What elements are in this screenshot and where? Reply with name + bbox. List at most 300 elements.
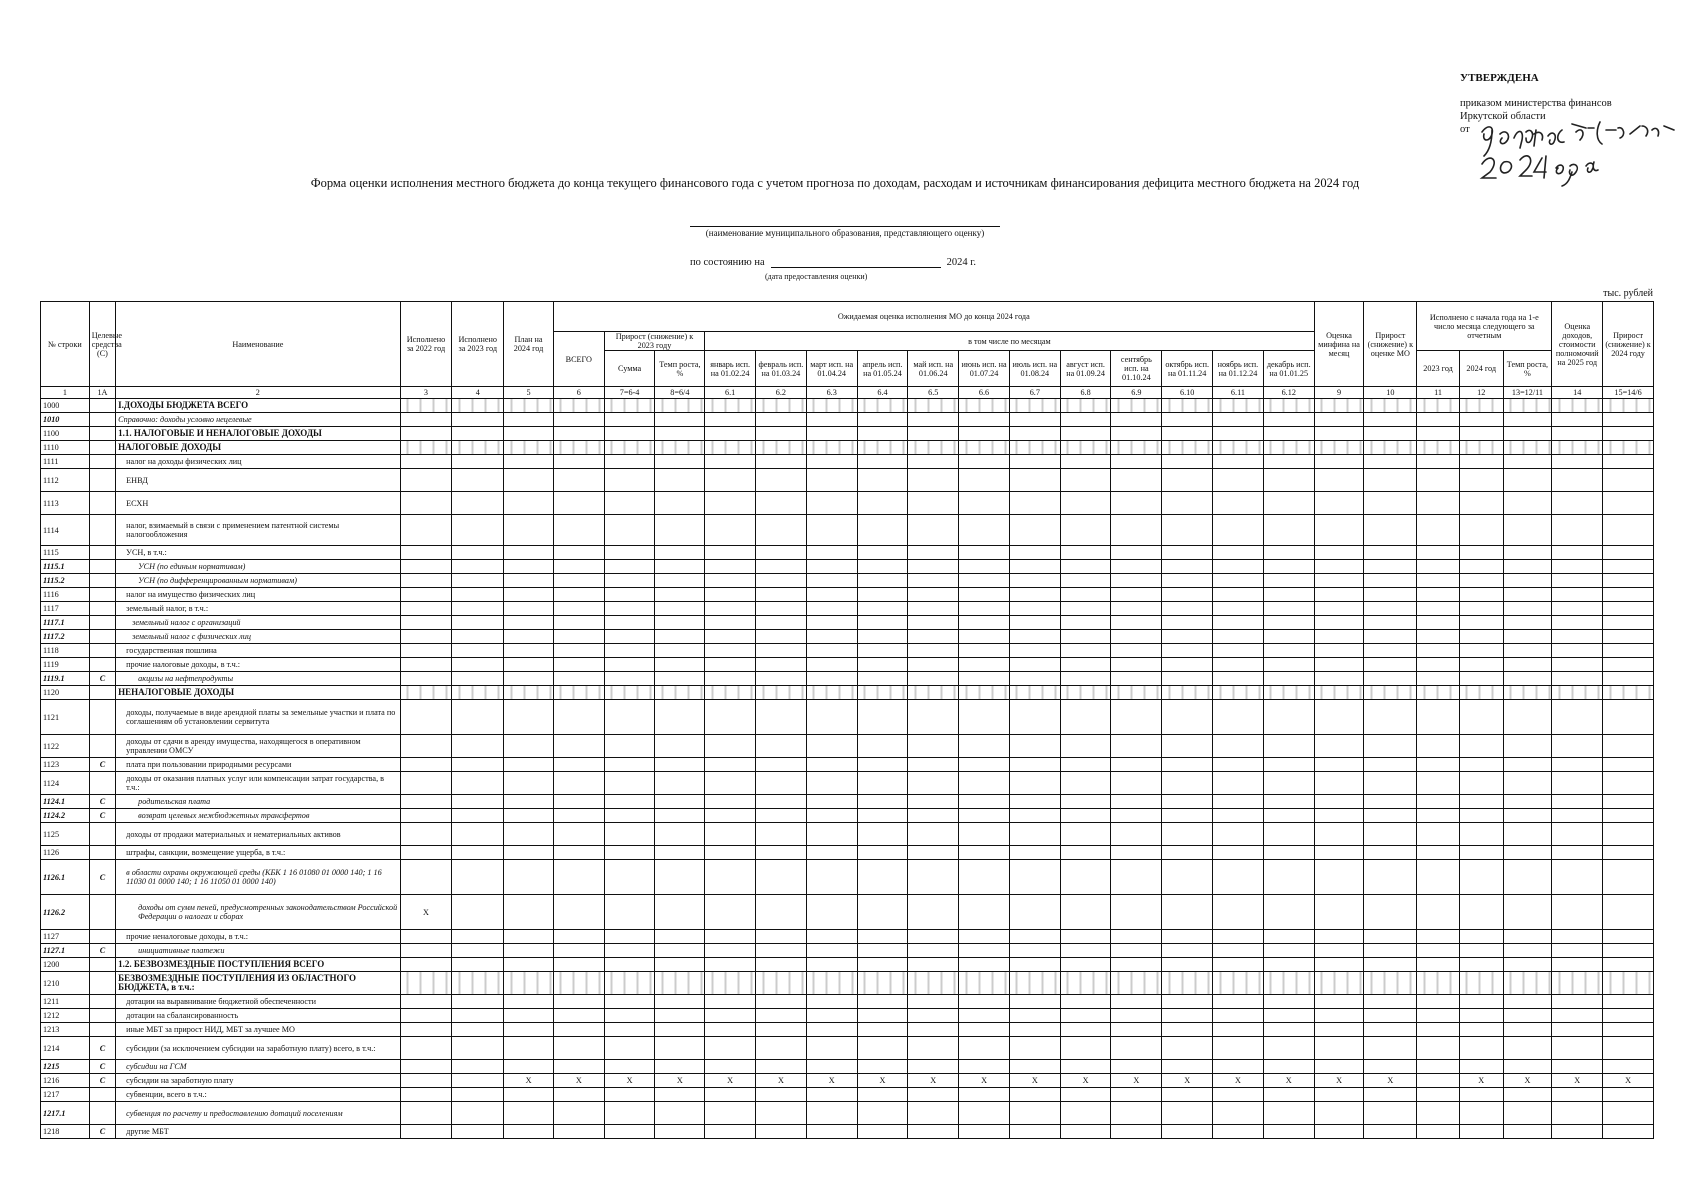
value-cell[interactable] xyxy=(1111,972,1162,995)
value-cell[interactable] xyxy=(857,672,908,686)
value-cell[interactable] xyxy=(908,602,959,616)
value-cell[interactable] xyxy=(553,644,604,658)
value-cell[interactable] xyxy=(1060,735,1111,758)
value-cell[interactable] xyxy=(1213,1060,1264,1074)
value-cell[interactable] xyxy=(553,630,604,644)
value-cell[interactable] xyxy=(1603,823,1654,846)
value-cell[interactable] xyxy=(705,772,756,795)
value-cell[interactable] xyxy=(1111,560,1162,574)
value-cell[interactable] xyxy=(756,846,807,860)
value-cell[interactable] xyxy=(1364,735,1417,758)
value-cell[interactable] xyxy=(806,469,857,492)
value-cell[interactable] xyxy=(959,758,1010,772)
value-cell[interactable] xyxy=(1060,772,1111,795)
value-cell[interactable] xyxy=(959,644,1010,658)
value-cell[interactable] xyxy=(806,427,857,441)
value-cell[interactable] xyxy=(1603,455,1654,469)
value-cell[interactable] xyxy=(1009,492,1060,515)
value-cell[interactable] xyxy=(655,574,705,588)
value-cell[interactable] xyxy=(1162,809,1213,823)
value-cell[interactable] xyxy=(1503,930,1552,944)
value-cell[interactable] xyxy=(1552,795,1603,809)
value-cell[interactable] xyxy=(1263,492,1314,515)
value-cell[interactable] xyxy=(1111,616,1162,630)
value-cell[interactable] xyxy=(553,758,604,772)
value-cell[interactable] xyxy=(1552,427,1603,441)
value-cell[interactable] xyxy=(1162,795,1213,809)
value-cell[interactable] xyxy=(908,574,959,588)
value-cell[interactable] xyxy=(1111,455,1162,469)
value-cell[interactable] xyxy=(1552,895,1603,930)
value-cell[interactable] xyxy=(1009,399,1060,413)
value-cell[interactable] xyxy=(806,995,857,1009)
value-cell[interactable] xyxy=(553,735,604,758)
value-cell[interactable] xyxy=(1213,560,1264,574)
value-cell[interactable] xyxy=(705,995,756,1009)
value-cell[interactable] xyxy=(655,758,705,772)
value-cell[interactable] xyxy=(553,1102,604,1125)
value-cell[interactable] xyxy=(1213,427,1264,441)
value-cell[interactable] xyxy=(959,1088,1010,1102)
value-cell[interactable] xyxy=(1111,1009,1162,1023)
value-cell[interactable] xyxy=(504,574,554,588)
value-cell[interactable] xyxy=(1417,1074,1460,1088)
value-cell[interactable] xyxy=(1417,630,1460,644)
value-cell[interactable] xyxy=(705,930,756,944)
value-cell[interactable] xyxy=(908,672,959,686)
value-cell[interactable] xyxy=(705,469,756,492)
value-cell[interactable] xyxy=(504,1088,554,1102)
value-cell[interactable] xyxy=(1162,658,1213,672)
value-cell[interactable] xyxy=(604,809,655,823)
value-cell[interactable] xyxy=(655,630,705,644)
value-cell[interactable] xyxy=(959,795,1010,809)
value-cell[interactable] xyxy=(1213,795,1264,809)
value-cell[interactable] xyxy=(452,735,504,758)
value-cell[interactable] xyxy=(1417,772,1460,795)
value-cell[interactable]: Х xyxy=(1503,1074,1552,1088)
value-cell[interactable] xyxy=(1111,823,1162,846)
value-cell[interactable] xyxy=(1111,413,1162,427)
value-cell[interactable] xyxy=(400,809,452,823)
value-cell[interactable] xyxy=(1503,735,1552,758)
value-cell[interactable] xyxy=(1603,930,1654,944)
value-cell[interactable] xyxy=(1552,574,1603,588)
value-cell[interactable] xyxy=(1503,588,1552,602)
value-cell[interactable] xyxy=(857,469,908,492)
value-cell[interactable] xyxy=(604,772,655,795)
value-cell[interactable] xyxy=(655,809,705,823)
value-cell[interactable] xyxy=(1060,1088,1111,1102)
value-cell[interactable] xyxy=(1503,399,1552,413)
value-cell[interactable] xyxy=(452,758,504,772)
value-cell[interactable] xyxy=(1603,686,1654,700)
value-cell[interactable] xyxy=(1603,399,1654,413)
value-cell[interactable] xyxy=(959,700,1010,735)
value-cell[interactable] xyxy=(1459,930,1503,944)
value-cell[interactable] xyxy=(1060,1125,1111,1139)
value-cell[interactable] xyxy=(756,795,807,809)
value-cell[interactable] xyxy=(1060,1102,1111,1125)
value-cell[interactable] xyxy=(553,972,604,995)
value-cell[interactable] xyxy=(756,758,807,772)
value-cell[interactable] xyxy=(705,1037,756,1060)
value-cell[interactable] xyxy=(806,441,857,455)
value-cell[interactable] xyxy=(705,809,756,823)
value-cell[interactable] xyxy=(857,658,908,672)
value-cell[interactable] xyxy=(705,602,756,616)
value-cell[interactable] xyxy=(1213,469,1264,492)
value-cell[interactable] xyxy=(504,399,554,413)
value-cell[interactable] xyxy=(1213,515,1264,546)
value-cell[interactable] xyxy=(705,455,756,469)
value-cell[interactable] xyxy=(806,492,857,515)
value-cell[interactable] xyxy=(1060,560,1111,574)
value-cell[interactable] xyxy=(655,588,705,602)
value-cell[interactable] xyxy=(655,846,705,860)
value-cell[interactable] xyxy=(857,995,908,1009)
value-cell[interactable] xyxy=(756,700,807,735)
value-cell[interactable] xyxy=(1263,686,1314,700)
value-cell[interactable] xyxy=(1009,469,1060,492)
value-cell[interactable] xyxy=(1009,930,1060,944)
value-cell[interactable] xyxy=(756,492,807,515)
value-cell[interactable] xyxy=(1111,958,1162,972)
value-cell[interactable] xyxy=(1417,1125,1460,1139)
value-cell[interactable] xyxy=(553,413,604,427)
value-cell[interactable] xyxy=(1503,492,1552,515)
value-cell[interactable]: Х xyxy=(655,1074,705,1088)
value-cell[interactable] xyxy=(806,1102,857,1125)
value-cell[interactable] xyxy=(1417,1023,1460,1037)
value-cell[interactable] xyxy=(1503,644,1552,658)
value-cell[interactable] xyxy=(655,1009,705,1023)
value-cell[interactable] xyxy=(1162,427,1213,441)
value-cell[interactable] xyxy=(959,630,1010,644)
value-cell[interactable] xyxy=(705,574,756,588)
value-cell[interactable] xyxy=(1503,1125,1552,1139)
value-cell[interactable] xyxy=(857,546,908,560)
value-cell[interactable] xyxy=(1552,616,1603,630)
value-cell[interactable] xyxy=(452,1037,504,1060)
value-cell[interactable] xyxy=(908,413,959,427)
value-cell[interactable] xyxy=(1111,895,1162,930)
value-cell[interactable] xyxy=(452,944,504,958)
value-cell[interactable] xyxy=(1364,399,1417,413)
value-cell[interactable] xyxy=(1162,1102,1213,1125)
value-cell[interactable] xyxy=(756,560,807,574)
value-cell[interactable] xyxy=(1009,1009,1060,1023)
value-cell[interactable] xyxy=(553,895,604,930)
value-cell[interactable] xyxy=(1263,515,1314,546)
value-cell[interactable] xyxy=(756,427,807,441)
value-cell[interactable] xyxy=(1263,560,1314,574)
value-cell[interactable] xyxy=(1603,735,1654,758)
value-cell[interactable] xyxy=(959,588,1010,602)
value-cell[interactable] xyxy=(1263,930,1314,944)
value-cell[interactable] xyxy=(1552,441,1603,455)
value-cell[interactable] xyxy=(655,1088,705,1102)
value-cell[interactable] xyxy=(1009,972,1060,995)
value-cell[interactable] xyxy=(400,1125,452,1139)
value-cell[interactable] xyxy=(1213,758,1264,772)
value-cell[interactable] xyxy=(756,672,807,686)
value-cell[interactable] xyxy=(1417,995,1460,1009)
value-cell[interactable] xyxy=(504,795,554,809)
value-cell[interactable] xyxy=(1459,602,1503,616)
value-cell[interactable] xyxy=(908,560,959,574)
value-cell[interactable] xyxy=(756,515,807,546)
value-cell[interactable] xyxy=(1552,686,1603,700)
value-cell[interactable] xyxy=(756,644,807,658)
value-cell[interactable] xyxy=(1162,1023,1213,1037)
value-cell[interactable] xyxy=(553,588,604,602)
value-cell[interactable] xyxy=(1459,515,1503,546)
value-cell[interactable] xyxy=(756,809,807,823)
value-cell[interactable] xyxy=(1111,441,1162,455)
value-cell[interactable] xyxy=(705,1125,756,1139)
value-cell[interactable] xyxy=(1503,515,1552,546)
value-cell[interactable] xyxy=(1162,895,1213,930)
value-cell[interactable] xyxy=(959,1023,1010,1037)
value-cell[interactable] xyxy=(1060,630,1111,644)
value-cell[interactable] xyxy=(1162,672,1213,686)
value-cell[interactable] xyxy=(806,413,857,427)
value-cell[interactable] xyxy=(1213,860,1264,895)
value-cell[interactable] xyxy=(452,574,504,588)
value-cell[interactable] xyxy=(1459,546,1503,560)
value-cell[interactable] xyxy=(908,1060,959,1074)
value-cell[interactable] xyxy=(655,1037,705,1060)
value-cell[interactable] xyxy=(908,588,959,602)
value-cell[interactable] xyxy=(959,772,1010,795)
value-cell[interactable] xyxy=(1364,686,1417,700)
value-cell[interactable] xyxy=(908,1023,959,1037)
value-cell[interactable] xyxy=(553,1023,604,1037)
value-cell[interactable] xyxy=(1503,972,1552,995)
value-cell[interactable] xyxy=(1111,735,1162,758)
value-cell[interactable] xyxy=(1552,492,1603,515)
value-cell[interactable] xyxy=(1111,588,1162,602)
value-cell[interactable] xyxy=(756,602,807,616)
value-cell[interactable] xyxy=(857,399,908,413)
value-cell[interactable] xyxy=(1503,795,1552,809)
value-cell[interactable] xyxy=(1552,823,1603,846)
value-cell[interactable] xyxy=(1503,995,1552,1009)
value-cell[interactable] xyxy=(1417,399,1460,413)
value-cell[interactable] xyxy=(857,602,908,616)
value-cell[interactable] xyxy=(1263,809,1314,823)
value-cell[interactable] xyxy=(806,772,857,795)
value-cell[interactable] xyxy=(1417,515,1460,546)
value-cell[interactable] xyxy=(857,574,908,588)
value-cell[interactable] xyxy=(756,1009,807,1023)
value-cell[interactable] xyxy=(452,930,504,944)
value-cell[interactable] xyxy=(857,588,908,602)
value-cell[interactable] xyxy=(1314,441,1364,455)
value-cell[interactable] xyxy=(1459,1088,1503,1102)
value-cell[interactable] xyxy=(1552,972,1603,995)
value-cell[interactable]: Х xyxy=(1459,1074,1503,1088)
value-cell[interactable] xyxy=(959,515,1010,546)
value-cell[interactable] xyxy=(1503,1088,1552,1102)
value-cell[interactable] xyxy=(756,895,807,930)
value-cell[interactable] xyxy=(604,846,655,860)
value-cell[interactable] xyxy=(1213,809,1264,823)
value-cell[interactable] xyxy=(908,823,959,846)
value-cell[interactable] xyxy=(553,958,604,972)
value-cell[interactable] xyxy=(1162,644,1213,658)
value-cell[interactable] xyxy=(1111,630,1162,644)
value-cell[interactable] xyxy=(1503,427,1552,441)
value-cell[interactable] xyxy=(553,1037,604,1060)
value-cell[interactable] xyxy=(857,1060,908,1074)
value-cell[interactable] xyxy=(1459,958,1503,972)
value-cell[interactable] xyxy=(1459,630,1503,644)
value-cell[interactable] xyxy=(1060,492,1111,515)
value-cell[interactable] xyxy=(400,823,452,846)
value-cell[interactable] xyxy=(452,455,504,469)
value-cell[interactable] xyxy=(806,672,857,686)
value-cell[interactable]: Х xyxy=(1314,1074,1364,1088)
value-cell[interactable] xyxy=(1552,735,1603,758)
value-cell[interactable] xyxy=(604,574,655,588)
value-cell[interactable] xyxy=(959,427,1010,441)
value-cell[interactable] xyxy=(1314,560,1364,574)
value-cell[interactable] xyxy=(959,846,1010,860)
value-cell[interactable] xyxy=(705,560,756,574)
value-cell[interactable] xyxy=(1263,758,1314,772)
value-cell[interactable] xyxy=(1213,846,1264,860)
value-cell[interactable] xyxy=(1111,602,1162,616)
value-cell[interactable] xyxy=(1009,616,1060,630)
value-cell[interactable] xyxy=(1417,413,1460,427)
value-cell[interactable] xyxy=(806,1037,857,1060)
value-cell[interactable] xyxy=(705,972,756,995)
value-cell[interactable] xyxy=(1111,672,1162,686)
value-cell[interactable] xyxy=(1314,1088,1364,1102)
value-cell[interactable] xyxy=(1314,588,1364,602)
value-cell[interactable] xyxy=(908,686,959,700)
value-cell[interactable] xyxy=(504,995,554,1009)
value-cell[interactable] xyxy=(756,1037,807,1060)
value-cell[interactable] xyxy=(1314,455,1364,469)
value-cell[interactable] xyxy=(400,644,452,658)
value-cell[interactable] xyxy=(655,492,705,515)
value-cell[interactable] xyxy=(705,441,756,455)
value-cell[interactable] xyxy=(756,995,807,1009)
value-cell[interactable] xyxy=(604,455,655,469)
value-cell[interactable] xyxy=(604,560,655,574)
value-cell[interactable] xyxy=(1060,686,1111,700)
value-cell[interactable] xyxy=(1263,658,1314,672)
value-cell[interactable] xyxy=(857,958,908,972)
value-cell[interactable] xyxy=(806,602,857,616)
value-cell[interactable] xyxy=(1364,546,1417,560)
value-cell[interactable] xyxy=(1263,546,1314,560)
value-cell[interactable] xyxy=(806,930,857,944)
value-cell[interactable] xyxy=(806,700,857,735)
value-cell[interactable] xyxy=(1162,455,1213,469)
value-cell[interactable] xyxy=(400,995,452,1009)
value-cell[interactable] xyxy=(1314,644,1364,658)
value-cell[interactable] xyxy=(705,672,756,686)
value-cell[interactable] xyxy=(604,823,655,846)
value-cell[interactable] xyxy=(908,644,959,658)
value-cell[interactable] xyxy=(1111,1060,1162,1074)
value-cell[interactable]: Х xyxy=(705,1074,756,1088)
value-cell[interactable] xyxy=(504,413,554,427)
value-cell[interactable] xyxy=(604,735,655,758)
value-cell[interactable] xyxy=(806,1125,857,1139)
value-cell[interactable] xyxy=(1503,574,1552,588)
value-cell[interactable] xyxy=(655,515,705,546)
value-cell[interactable] xyxy=(1060,995,1111,1009)
value-cell[interactable] xyxy=(806,735,857,758)
value-cell[interactable] xyxy=(504,846,554,860)
value-cell[interactable] xyxy=(400,846,452,860)
value-cell[interactable] xyxy=(1009,944,1060,958)
value-cell[interactable] xyxy=(553,1088,604,1102)
value-cell[interactable] xyxy=(1552,1009,1603,1023)
value-cell[interactable]: Х xyxy=(1364,1074,1417,1088)
value-cell[interactable] xyxy=(1060,455,1111,469)
value-cell[interactable] xyxy=(857,515,908,546)
value-cell[interactable] xyxy=(959,574,1010,588)
value-cell[interactable] xyxy=(1364,1125,1417,1139)
value-cell[interactable] xyxy=(959,735,1010,758)
value-cell[interactable] xyxy=(1603,546,1654,560)
value-cell[interactable] xyxy=(1009,588,1060,602)
value-cell[interactable] xyxy=(705,686,756,700)
value-cell[interactable] xyxy=(452,846,504,860)
value-cell[interactable] xyxy=(400,700,452,735)
value-cell[interactable] xyxy=(604,1102,655,1125)
value-cell[interactable] xyxy=(1503,616,1552,630)
value-cell[interactable] xyxy=(1060,758,1111,772)
value-cell[interactable] xyxy=(1213,700,1264,735)
value-cell[interactable] xyxy=(604,427,655,441)
value-cell[interactable] xyxy=(908,846,959,860)
value-cell[interactable] xyxy=(1364,630,1417,644)
value-cell[interactable] xyxy=(1314,1102,1364,1125)
value-cell[interactable] xyxy=(1503,1102,1552,1125)
value-cell[interactable] xyxy=(857,809,908,823)
value-cell[interactable] xyxy=(655,895,705,930)
value-cell[interactable] xyxy=(604,930,655,944)
value-cell[interactable] xyxy=(1459,846,1503,860)
value-cell[interactable] xyxy=(1009,895,1060,930)
value-cell[interactable] xyxy=(705,958,756,972)
value-cell[interactable] xyxy=(1552,944,1603,958)
value-cell[interactable] xyxy=(452,1023,504,1037)
value-cell[interactable] xyxy=(1417,546,1460,560)
value-cell[interactable] xyxy=(959,616,1010,630)
value-cell[interactable] xyxy=(604,1037,655,1060)
value-cell[interactable] xyxy=(959,1102,1010,1125)
value-cell[interactable] xyxy=(857,846,908,860)
value-cell[interactable] xyxy=(959,895,1010,930)
value-cell[interactable] xyxy=(1417,574,1460,588)
value-cell[interactable] xyxy=(1060,958,1111,972)
value-cell[interactable] xyxy=(604,995,655,1009)
value-cell[interactable] xyxy=(1009,823,1060,846)
value-cell[interactable] xyxy=(1603,515,1654,546)
value-cell[interactable] xyxy=(959,658,1010,672)
value-cell[interactable] xyxy=(1417,672,1460,686)
value-cell[interactable] xyxy=(1364,1023,1417,1037)
value-cell[interactable] xyxy=(1459,1060,1503,1074)
